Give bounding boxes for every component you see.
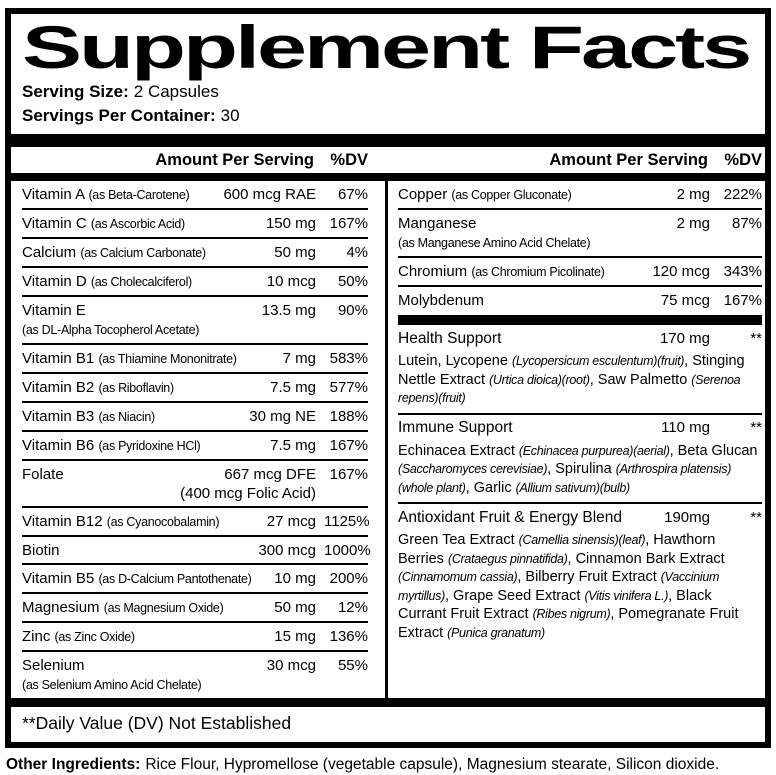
nutrient-dv: 50% bbox=[337, 272, 368, 290]
other-ingredients-value: Rice Flour, Hypromellose (vegetable capsule), Magnesium stearate, Silicon dioxide. bbox=[145, 756, 720, 773]
table-row bbox=[22, 565, 368, 594]
nutrient-amount bbox=[180, 465, 324, 503]
left-column-header bbox=[11, 147, 385, 173]
nutrient-name: Zinc (as Zinc Oxide) bbox=[22, 627, 135, 645]
serving-size-value: 2 Capsules bbox=[133, 82, 219, 101]
nutrient-amount: 2 mg bbox=[676, 185, 710, 203]
nutrient-amount: 27 mcg bbox=[266, 512, 316, 530]
nutrient-dv: 4% bbox=[346, 243, 368, 261]
serving-info bbox=[22, 80, 765, 128]
dv-footnote: **Daily Value (DV) Not Established bbox=[22, 713, 292, 733]
nutrient-name: Vitamin B5 (as D-Calcium Pantothenate) bbox=[22, 569, 252, 587]
nutrient-name: Vitamin D (as Cholecalciferol) bbox=[22, 272, 192, 290]
nutrient-name: Vitamin B1 (as Thiamine Mononitrate) bbox=[22, 349, 237, 367]
table-row bbox=[22, 374, 368, 403]
nutrient-name: Copper (as Copper Gluconate) bbox=[398, 185, 572, 203]
nutrient-amount-line1: 667 mcg DFE bbox=[224, 465, 316, 483]
serving-size-line bbox=[22, 80, 765, 104]
table-row bbox=[22, 181, 368, 210]
table-row bbox=[22, 594, 368, 623]
nutrient-amount: 13.5 mg bbox=[261, 301, 316, 319]
table-row bbox=[398, 258, 762, 287]
blend-ingredients: Green Tea Extract (Camellia sinensis)(leaf), Hawthorn Berries (Crataegus pinnatifida), Cinnamon Bark Extract (Cinnamomum cassia), Bilberry Fruit Extract (Vaccinium myrtillus), Grape Seed Extract (Vitis vinifera L.), Black Currant Fruit Extract (Ribes nigrum), Pomegranate Fruit Extract (Punica granatum) bbox=[398, 532, 739, 641]
percent-dv-header: %DV bbox=[724, 151, 762, 169]
table-row bbox=[22, 508, 368, 537]
percent-dv-header: %DV bbox=[330, 151, 368, 169]
blend-header-row bbox=[398, 415, 762, 441]
nutrient-dv: 200% bbox=[329, 569, 368, 587]
table-row bbox=[22, 623, 368, 652]
table-row bbox=[22, 297, 368, 345]
nutrient-dv: 1125% bbox=[324, 512, 370, 530]
nutrient-name: Chromium (as Chromium Picolinate) bbox=[398, 262, 605, 280]
nutrient-name: Vitamin B3 (as Niacin) bbox=[22, 407, 155, 425]
blend-dv: ** bbox=[750, 419, 762, 436]
nutrient-name: Calcium (as Calcium Carbonate) bbox=[22, 243, 206, 261]
table-row bbox=[398, 210, 762, 258]
blend-dv: ** bbox=[750, 508, 762, 526]
supplement-facts-panel bbox=[5, 8, 771, 748]
nutrient-amount: 50 mg bbox=[274, 243, 316, 261]
nutrient-dv: 167% bbox=[329, 465, 368, 483]
servings-per-container-line bbox=[22, 104, 765, 128]
nutrient-amount: 120 mcg bbox=[652, 262, 710, 280]
blend-amount: 190mg bbox=[664, 508, 710, 526]
blend-section-health-support bbox=[398, 325, 762, 415]
divider-bar bbox=[11, 134, 765, 147]
blend-ingredients: Echinacea Extract (Echinacea purpurea)(aerial), Beta Glucan (Saccharomyces cerevisiae), Spirulina (Arthrospira platensis)(whole plant), Garlic (Allium sativum)(bulb) bbox=[398, 442, 758, 496]
table-row bbox=[22, 652, 368, 698]
table-row bbox=[22, 239, 368, 268]
divider-bar bbox=[11, 698, 765, 707]
column-headers bbox=[11, 147, 765, 173]
nutrient-name: Molybdenum bbox=[398, 291, 484, 309]
nutrient-name: Magnesium (as Magnesium Oxide) bbox=[22, 598, 224, 616]
blend-name: Antioxidant Fruit & Energy Blend bbox=[398, 508, 623, 526]
nutrient-name: Selenium (as Selenium Amino Acid Chelate) bbox=[22, 656, 202, 692]
nutrient-dv: 136% bbox=[329, 627, 368, 645]
nutrient-amount: 50 mg bbox=[274, 598, 316, 616]
nutrient-amount: 7.5 mg bbox=[270, 378, 316, 396]
nutrient-amount: 30 mcg bbox=[266, 656, 316, 674]
amount-per-serving-header: Amount Per Serving bbox=[549, 151, 708, 169]
nutrient-amount: 600 mcg RAE bbox=[223, 185, 316, 203]
blend-name: Health Support bbox=[398, 329, 502, 347]
divider-bar bbox=[398, 315, 762, 325]
table-row bbox=[22, 210, 368, 239]
nutrient-name: Vitamin E (as DL-Alpha Tocopherol Acetate) bbox=[22, 301, 200, 337]
nutrient-dv: 167% bbox=[329, 436, 368, 454]
blend-amount: 170 mg bbox=[659, 329, 710, 347]
blend-section-antioxidant bbox=[398, 504, 762, 647]
nutrient-dv: 90% bbox=[337, 301, 368, 319]
blend-dv: ** bbox=[750, 329, 762, 347]
servings-per-container-value: 30 bbox=[220, 106, 240, 125]
nutrient-name: Vitamin C (as Ascorbic Acid) bbox=[22, 214, 185, 232]
table-row bbox=[22, 345, 368, 374]
nutrient-dv: 87% bbox=[731, 214, 762, 232]
nutrient-name: Vitamin A (as Beta-Carotene) bbox=[22, 185, 190, 203]
nutrient-name: Folate bbox=[22, 465, 64, 483]
nutrient-dv: 167% bbox=[723, 291, 762, 309]
table-row-folate bbox=[22, 461, 368, 508]
nutrient-dv: 67% bbox=[337, 185, 368, 203]
other-ingredients bbox=[6, 755, 771, 775]
table-row bbox=[22, 268, 368, 297]
nutrient-amount: 300 mcg bbox=[258, 541, 316, 559]
blend-header-row bbox=[398, 325, 762, 351]
right-nutrient-column bbox=[385, 181, 765, 698]
nutrient-name: Vitamin B12 (as Cyanocobalamin) bbox=[22, 512, 220, 530]
nutrient-amount: 10 mg bbox=[274, 569, 316, 587]
amount-per-serving-header: Amount Per Serving bbox=[155, 151, 314, 169]
nutrient-amount: 150 mg bbox=[265, 214, 316, 232]
nutrient-dv: 583% bbox=[329, 349, 368, 367]
nutrient-amount: 7 mg bbox=[282, 349, 316, 367]
blend-name: Immune Support bbox=[398, 419, 513, 436]
nutrient-name: Biotin bbox=[22, 541, 60, 559]
servings-per-container-label: Servings Per Container: bbox=[22, 106, 216, 125]
other-ingredients-label: Other Ingredients: bbox=[6, 756, 141, 773]
nutrient-amount: 7.5 mg bbox=[270, 436, 316, 454]
nutrient-name: Vitamin B6 (as Pyridoxine HCl) bbox=[22, 436, 201, 454]
blend-amount: 110 mg bbox=[661, 419, 710, 436]
nutrient-dv: 343% bbox=[723, 262, 762, 280]
nutrient-amount: 15 mg bbox=[274, 627, 316, 645]
serving-size-label: Serving Size: bbox=[22, 82, 129, 101]
nutrient-columns bbox=[11, 181, 765, 698]
nutrient-amount-line2: (400 mcg Folic Acid) bbox=[180, 484, 316, 502]
blend-header-row bbox=[398, 504, 762, 530]
nutrient-name: Vitamin B2 (as Riboflavin) bbox=[22, 378, 174, 396]
nutrient-dv: 188% bbox=[329, 407, 368, 425]
divider-bar bbox=[11, 173, 765, 181]
blend-section-immune-support bbox=[398, 415, 762, 505]
nutrient-dv: 55% bbox=[337, 656, 368, 674]
page-title: Supplement Facts bbox=[22, 14, 750, 81]
nutrient-dv: 12% bbox=[337, 598, 368, 616]
nutrient-amount: 10 mcg bbox=[266, 272, 316, 290]
table-row bbox=[22, 432, 368, 461]
nutrient-amount: 2 mg bbox=[676, 214, 710, 232]
nutrient-amount: 30 mg NE bbox=[249, 407, 316, 425]
nutrient-dv: 577% bbox=[329, 378, 368, 396]
table-row bbox=[398, 287, 762, 313]
left-nutrient-column bbox=[11, 181, 385, 698]
nutrient-dv: 222% bbox=[723, 185, 762, 203]
blend-ingredients: Lutein, Lycopene (Lycopersicum esculentum)(fruit), Stinging Nettle Extract (Urtica dioica)(root), Saw Palmetto (Serenoa repens)(fruit) bbox=[398, 353, 745, 405]
table-row bbox=[398, 181, 762, 210]
nutrient-amount: 75 mcg bbox=[660, 291, 710, 309]
nutrient-dv: 167% bbox=[329, 214, 368, 232]
table-row bbox=[22, 537, 371, 565]
table-row bbox=[22, 403, 368, 432]
right-column-header bbox=[385, 147, 765, 173]
nutrient-dv: 1000% bbox=[324, 541, 371, 559]
nutrient-name: Manganese (as Manganese Amino Acid Chelate) bbox=[398, 214, 591, 250]
